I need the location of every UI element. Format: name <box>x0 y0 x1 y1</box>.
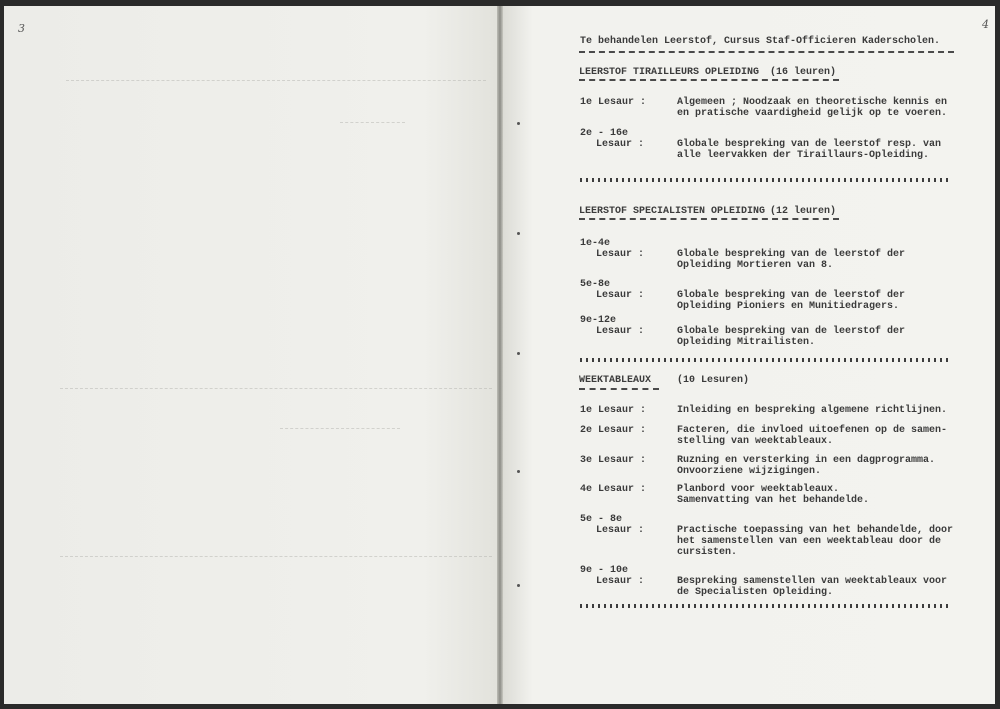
lesson-text: Bespreking samenstellen van weektableaux voor <box>677 576 948 587</box>
lesson-text: Opleiding Mortieren van 8. <box>677 260 834 271</box>
lesson-text: Opleiding Mitrailisten. <box>677 337 816 348</box>
lesson-text: en pratische vaardigheid gelijk op te voeren. <box>677 108 948 119</box>
lesson-text: Onvoorziene wijzigingen. <box>677 466 822 477</box>
lesson-label: 1e Lesaur : <box>580 97 647 108</box>
lesson-text: cursisten. <box>677 547 738 558</box>
section-separator <box>580 358 952 362</box>
lesson-text: Practische toepassing van het behandelde, door <box>677 525 954 536</box>
lesson-text: Inleiding en bespreking algemene richtlijnen. <box>677 405 948 416</box>
lesson-text: Facteren, die invloed uitoefenen op de samen- <box>677 425 948 436</box>
lesson-text: Opleiding Pioniers en Munitiedragers. <box>677 301 900 312</box>
lesson-label: 4e Lesaur : <box>580 484 647 495</box>
binder-mark <box>517 122 520 125</box>
section-underline <box>579 79 839 81</box>
title-underline <box>579 51 954 53</box>
lesson-label: Lesaur : <box>596 525 645 536</box>
lesson-label: Lesaur : <box>596 326 645 337</box>
left-page <box>4 6 497 704</box>
binder-mark <box>517 470 520 473</box>
lesson-text: Globale bespreking van de leerstof der <box>677 290 906 301</box>
section-header-specialisten: LEERSTOF SPECIALISTEN OPLEIDING <box>579 206 766 217</box>
lesson-label: 3e Lesaur : <box>580 455 647 466</box>
lesson-text: alle leervakken der Tiraillaurs-Opleiding. <box>677 150 930 161</box>
lesson-text: Samenvatting van het behandelde. <box>677 495 870 506</box>
lesson-label: 9e-12e <box>580 315 617 326</box>
lesson-text: Ruzning en versterking in een dagprogramma. <box>677 455 936 466</box>
section-separator <box>580 604 952 608</box>
lesson-text: Globale bespreking van de leerstof resp. van <box>677 139 942 150</box>
lesson-label: Lesaur : <box>596 139 645 150</box>
section-hours-tiraillleurs: (16 leuren) <box>770 67 837 78</box>
page-title: Te behandelen Leerstof, Cursus Staf-Officieren Kaderscholen. <box>580 36 941 47</box>
section-separator <box>580 178 952 182</box>
section-underline <box>579 218 839 220</box>
lesson-label: 5e - 8e <box>580 514 623 525</box>
lesson-label: 2e Lesaur : <box>580 425 647 436</box>
lesson-label: 9e - 10e <box>580 565 629 576</box>
lesson-label: 1e Lesaur : <box>580 405 647 416</box>
lesson-text: Algemeen ; Noodzaak en theoretische kennis en <box>677 97 948 108</box>
lesson-text: stelling van weektableaux. <box>677 436 834 447</box>
section-underline <box>579 388 659 390</box>
section-hours-weektableaux: (10 Lesuren) <box>677 375 750 386</box>
binder-mark <box>517 352 520 355</box>
lesson-text: Planbord voor weektableaux. <box>677 484 840 495</box>
lesson-label: 2e - 16e <box>580 128 629 139</box>
lesson-text: het samenstellen van een weektableau door de <box>677 536 942 547</box>
lesson-label: 5e-8e <box>580 279 611 290</box>
right-page-number: 4 <box>982 18 989 31</box>
lesson-label: 1e-4e <box>580 238 611 249</box>
lesson-text: Globale bespreking van de leerstof der <box>677 249 906 260</box>
left-page-number: 3 <box>18 22 25 35</box>
lesson-label: Lesaur : <box>596 576 645 587</box>
binder-mark <box>517 232 520 235</box>
binder-mark <box>517 584 520 587</box>
lesson-label: Lesaur : <box>596 290 645 301</box>
lesson-text: Globale bespreking van de leerstof der <box>677 326 906 337</box>
section-header-tiraillleurs: LEERSTOF TIRAILLEURS OPLEIDING <box>579 67 760 78</box>
section-hours-specialisten: (12 leuren) <box>770 206 837 217</box>
lesson-label: Lesaur : <box>596 249 645 260</box>
lesson-text: de Specialisten Opleiding. <box>677 587 834 598</box>
section-header-weektableaux: WEEKTABLEAUX <box>579 375 652 386</box>
